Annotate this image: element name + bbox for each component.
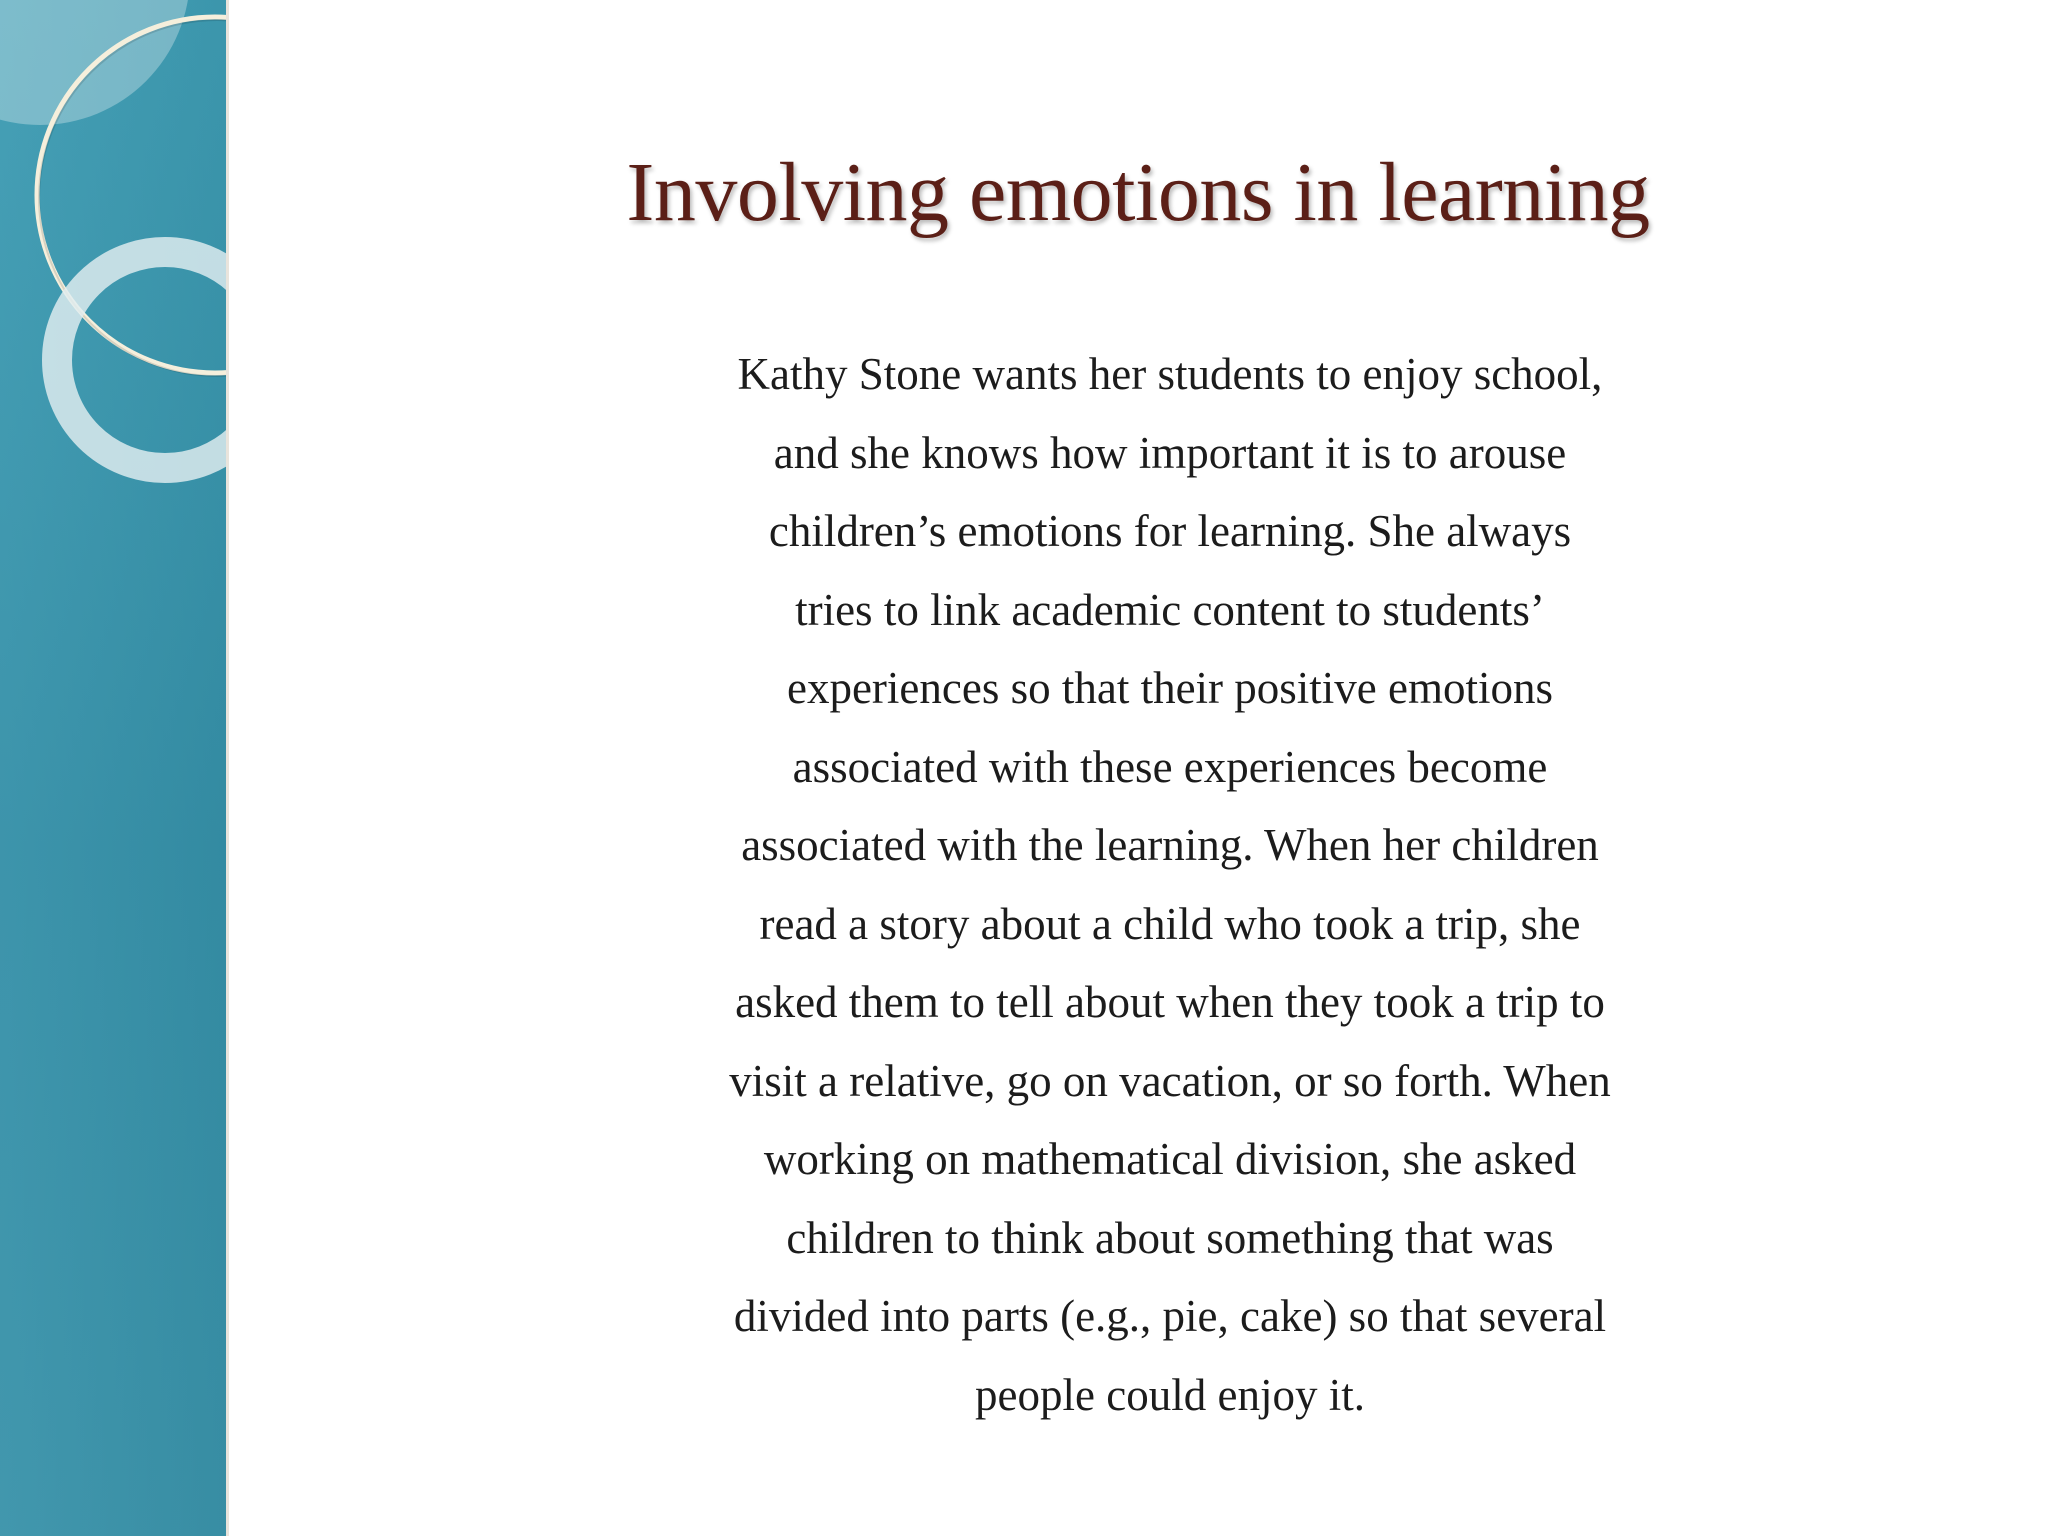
sidebar-band [0,0,228,1536]
slide-body-text: Kathy Stone wants her students to enjoy school, and she knows how important it is to arouse children’s emotions for learning. She always tries to link academic content to students’ experiences so that their positive emotions associated with these experiences become associated with the learning. When her children read a story about a child who took a trip, she asked them to tell about when they took a trip to visit a relative, go on vacation, or so forth. When working on mathematical division, she asked children to think about something that was divided into parts (e.g., pie, cake) so that several people could enjoy it. [729,349,1611,1420]
slide-title: Involving emotions in learning [626,146,1650,239]
decorative-circles-icon [0,0,228,520]
